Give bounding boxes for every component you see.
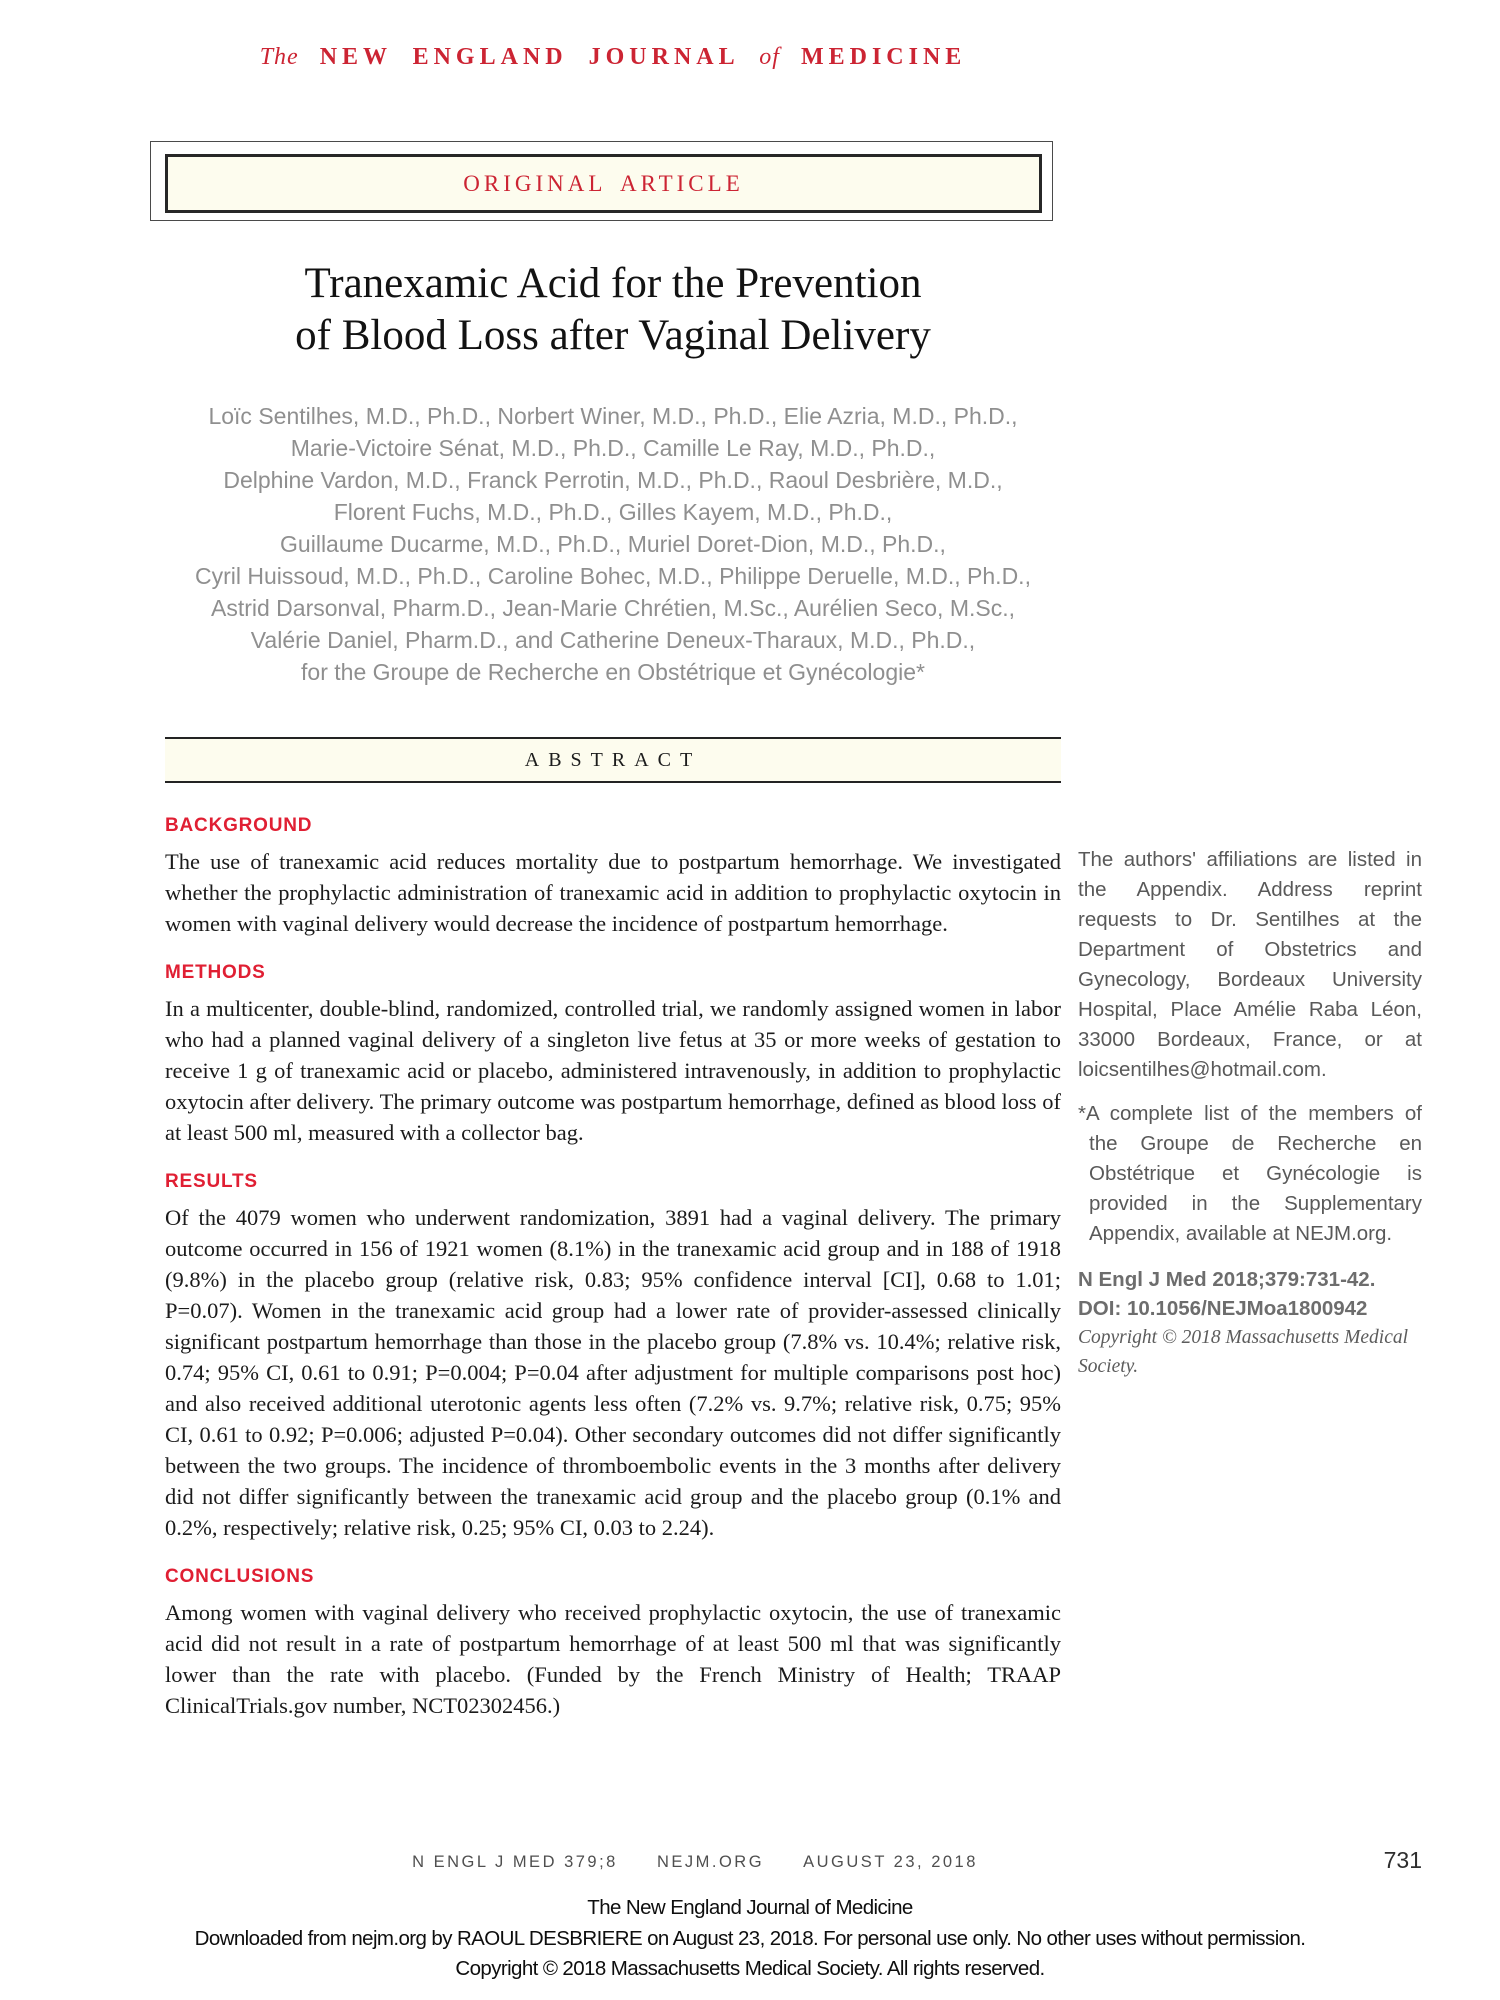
affiliations-note: The authors' affiliations are listed in the Appendix. Address reprint requests to Dr. Sentilhes at the Department of Obstetrics and Gynecology, Bordeaux University Hospital, Place Amélie Raba Léon, 33000 Bordeaux, France, or at loicsentilhes@hotmail.com. — [1078, 848, 1422, 1081]
author-line: Guillaume Ducarme, M.D., Ph.D., Muriel Doret-Dion, M.D., Ph.D., — [280, 531, 946, 557]
article-title-line1: Tranexamic Acid for the Prevention — [304, 260, 922, 307]
section-text-conclusions: Among women with vaginal delivery who received prophylactic oxytocin, the use of tranexamic acid did not result in a rate of postpartum hemorrhage of at least 500 ml that was significantly lower than the rate with placebo. (Funded by the French Ministry of Health; TRAAP ClinicalTrials.gov number, NCT02302456.) — [165, 1600, 1061, 1718]
masthead-main: NEW ENGLAND JOURNAL — [319, 44, 739, 70]
author-line: for the Groupe de Recherche en Obstétrique et Gynécologie* — [301, 659, 925, 685]
running-foot-journal-ref: N ENGL J MED 379;8 — [412, 1853, 618, 1871]
article-title — [165, 258, 1061, 362]
running-foot-site: NEJM.ORG — [656, 1853, 765, 1871]
abstract-band — [165, 737, 1061, 783]
running-foot-date: AUGUST 23, 2018 — [803, 1853, 978, 1871]
author-line: Loïc Sentilhes, M.D., Ph.D., Norbert Winer, M.D., Ph.D., Elie Azria, M.D., Ph.D., — [208, 403, 1018, 429]
article-type-label: ORIGINAL ARTICLE — [463, 170, 744, 196]
section-heading-results: RESULTS — [165, 1171, 258, 1192]
masthead-medicine: MEDICINE — [800, 44, 967, 70]
author-line: Valérie Daniel, Pharm.D., and Catherine Deneux-Tharaux, M.D., Ph.D., — [250, 627, 976, 653]
notice-journal-name: The New England Journal of Medicine — [587, 1896, 913, 1919]
section-text-results: Of the 4079 women who underwent randomization, 3891 had a vaginal delivery. The primary outcome occurred in 156 of 1921 women (8.1%) in the tranexamic acid group and in 188 of 1918 (9.8%) in the placebo group (relative risk, 0.83; 95% confidence interval [CI], 0.68 to 1.01; P=0.07). Women in the tranexamic acid group had a lower rate of provider-assessed clinically significant postpartum hemorrhage than those in the placebo group (7.8% vs. 10.4%; relative risk, 0.74; 95% CI, 0.61 to 0.91; P=0.004; P=0.04 after adjustment for multiple comparisons post hoc) and also received additional uterotonic agents less often (7.2% vs. 9.7%; relative risk, 0.75; 95% CI, 0.61 to 0.92; P=0.006; adjusted P=0.04). Other secondary outcomes did not differ significantly between the two groups. The incidence of thromboembolic events in the 3 months after delivery did not differ significantly between the tranexamic acid group and the placebo group (0.1% and 0.2%, respectively; relative risk, 0.25; 95% CI, 0.03 to 2.24). — [165, 1205, 1061, 1540]
sidebar-copyright-line: Copyright © 2018 Massachusetts Medical Society. — [1078, 1327, 1409, 1377]
original-article-box — [165, 154, 1042, 213]
author-line: Marie-Victoire Sénat, M.D., Ph.D., Camille Le Ray, M.D., Ph.D., — [290, 435, 936, 461]
abstract-label: ABSTRACT — [524, 748, 702, 771]
author-line: Florent Fuchs, M.D., Ph.D., Gilles Kayem, M.D., Ph.D., — [333, 499, 893, 525]
sidebar-metadata — [1078, 845, 1422, 1381]
notice-download-line: Downloaded from nejm.org by RAOUL DESBRIERE on August 23, 2018. For personal use only. No other uses without permission. — [194, 1926, 1306, 1950]
citation-block — [1078, 1265, 1422, 1381]
masthead-the: The — [259, 44, 299, 70]
author-list — [165, 400, 1061, 688]
page-number: 731 — [1383, 1847, 1422, 1873]
journal-masthead — [165, 44, 1061, 71]
section-text-methods: In a multicenter, double-blind, randomized, controlled trial, we randomly assigned women in labor who had a planned vaginal delivery of a singleton live fetus at 35 or more weeks of gestation to receive 1 g of tranexamic acid or placebo, administered intravenously, in addition to prophylactic oxytocin after delivery. The primary outcome was postpartum hemorrhage, defined as blood loss of at least 500 ml, measured with a collector bag. — [165, 996, 1061, 1145]
abstract-body — [165, 815, 1061, 1744]
author-line: Cyril Huissoud, M.D., Ph.D., Caroline Bohec, M.D., Philippe Deruelle, M.D., Ph.D., — [195, 563, 1031, 589]
original-article-frame — [150, 141, 1053, 221]
running-foot — [165, 1853, 1225, 1872]
citation-line: N Engl J Med 2018;379:731-42. — [1078, 1268, 1376, 1291]
download-notice — [0, 1893, 1500, 1985]
masthead-of: of — [759, 44, 780, 70]
section-heading-methods: METHODS — [165, 962, 266, 983]
section-heading-background: BACKGROUND — [165, 815, 313, 836]
doi-line: DOI: 10.1056/NEJMoa1800942 — [1078, 1297, 1368, 1320]
notice-copyright-line: Copyright © 2018 Massachusetts Medical Society. All rights reserved. — [455, 1957, 1045, 1980]
author-line: Delphine Vardon, M.D., Franck Perrotin, M.D., Ph.D., Raoul Desbrière, M.D., — [223, 467, 1003, 493]
section-text-background: The use of tranexamic acid reduces mortality due to postpartum hemorrhage. We investigated whether the prophylactic administration of tranexamic acid in addition to prophylactic oxytocin in women with vaginal delivery would decrease the incidence of postpartum hemorrhage. — [165, 849, 1061, 936]
author-line: Astrid Darsonval, Pharm.D., Jean-Marie Chrétien, M.Sc., Aurélien Seco, M.Sc., — [210, 595, 1015, 621]
group-membership-note: *A complete list of the members of the Groupe de Recherche en Obstétrique et Gynécologie is provided in the Supplementary Appendix, available at NEJM.org. — [1078, 1102, 1422, 1245]
article-title-line2: of Blood Loss after Vaginal Delivery — [295, 312, 931, 359]
section-heading-conclusions: CONCLUSIONS — [165, 1566, 315, 1587]
